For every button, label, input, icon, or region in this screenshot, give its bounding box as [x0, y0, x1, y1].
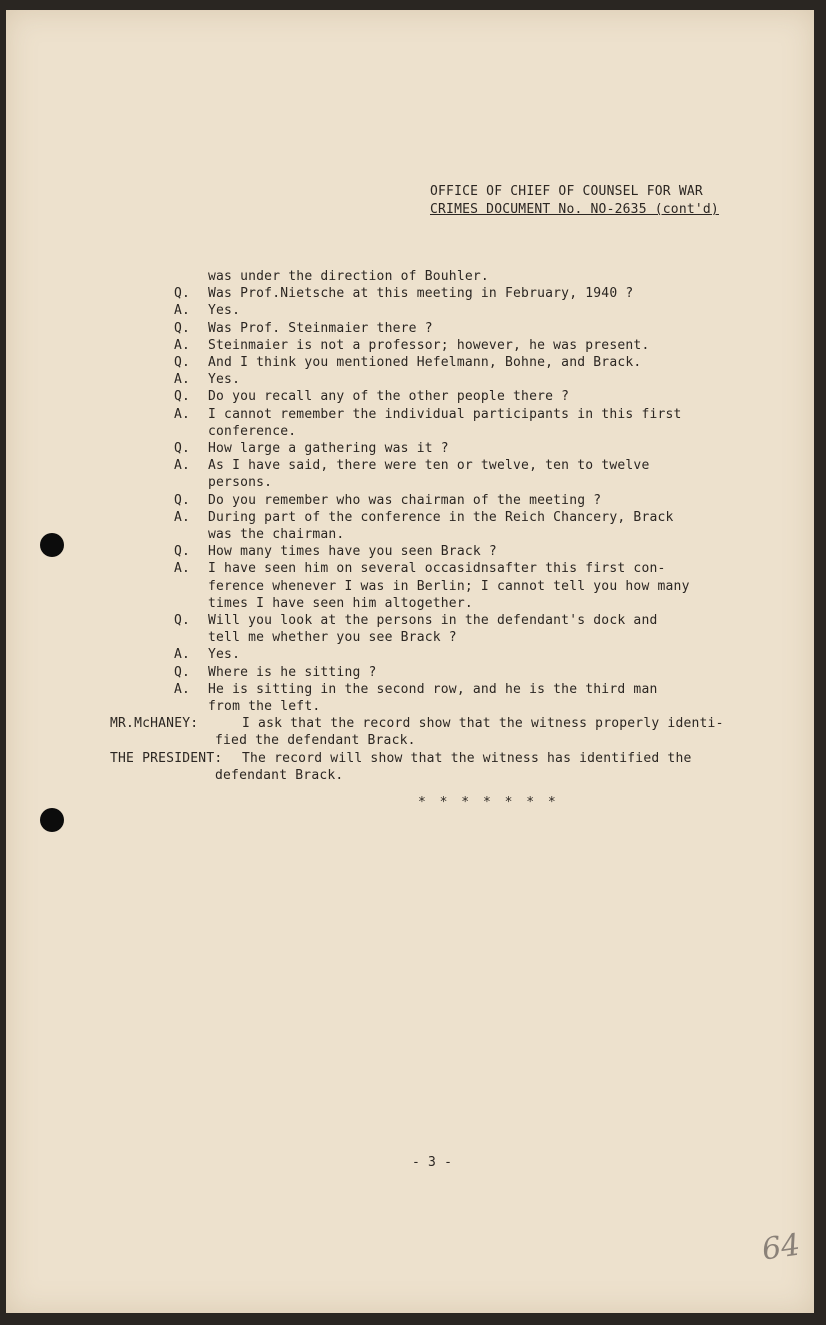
transcript-line: ference whenever I was in Berlin; I cannot tell you how many — [208, 578, 690, 594]
transcript-line: I cannot remember the individual participants in this first — [208, 406, 682, 422]
speaker-label: A. — [174, 406, 191, 422]
speaker-label: A. — [174, 681, 191, 697]
page-number: - 3 - — [412, 1155, 453, 1170]
transcript-line: As I have said, there were ten or twelve, ten to twelve — [208, 458, 650, 474]
header-document-number: CRIMES DOCUMENT No. NO-2635 (cont'd) — [430, 202, 719, 217]
transcript-line: Steinmaier is not a professor; however, he was present. — [208, 337, 650, 353]
transcript-line: Do you recall any of the other people there ? — [208, 389, 570, 405]
transcript-line: was under the direction of Bouhler. — [208, 269, 489, 284]
speaker-label: A. — [174, 303, 191, 319]
speaker-label: Q. — [174, 544, 191, 560]
transcript-line: He is sitting in the second row, and he is the third man — [208, 681, 658, 697]
speaker-label: THE PRESIDENT: — [110, 750, 223, 766]
speaker-label: Q. — [174, 320, 191, 336]
speaker-label: MR.McHANEY: — [110, 716, 199, 732]
handwritten-folio-number: 64 — [759, 1227, 803, 1268]
punch-hole — [40, 533, 64, 557]
transcript-line: Yes. — [208, 303, 241, 319]
transcript-line: Do you remember who was chairman of the meeting ? — [208, 492, 602, 508]
transcript-line: Will you look at the persons in the defendant's dock and — [208, 613, 658, 628]
transcript-line: defendant Brack. — [215, 767, 344, 783]
transcript-line: Was Prof.Nietsche at this meeting in February, 1940 ? — [208, 286, 634, 302]
transcript-line: I ask that the record show that the witness properly identi- — [242, 716, 724, 732]
speaker-label: A. — [174, 647, 191, 663]
transcript-line: tell me whether you see Brack ? — [208, 630, 457, 646]
speaker-label: A. — [174, 337, 191, 353]
transcript-line: The record will show that the witness has identified the — [242, 750, 692, 766]
transcript-line: Where is he sitting ? — [208, 664, 377, 680]
transcript-line: times I have seen him altogether. — [208, 595, 473, 611]
transcript-line: was the chairman. — [208, 527, 345, 542]
transcript-line: I have seen him on several occasidnsafter this first con- — [208, 561, 666, 577]
speaker-label: Q. — [174, 286, 191, 302]
speaker-label: Q. — [174, 613, 191, 628]
transcript-line: Was Prof. Steinmaier there ? — [208, 320, 433, 336]
transcript-line: conference. — [208, 423, 297, 439]
speaker-label: A. — [174, 561, 191, 577]
punch-hole — [40, 808, 64, 832]
speaker-label: Q. — [174, 441, 191, 456]
transcript-line: And I think you mentioned Hefelmann, Bohne, and Brack. — [208, 355, 642, 370]
speaker-label: A. — [174, 372, 191, 388]
transcript-line: Yes. — [208, 647, 241, 663]
speaker-label: Q. — [174, 389, 191, 405]
transcript-line: Yes. — [208, 372, 241, 388]
speaker-label: A. — [174, 509, 191, 525]
speaker-label: Q. — [174, 492, 191, 508]
transcript-line: During part of the conference in the Reich Chancery, Brack — [208, 509, 674, 525]
transcript-line: How large a gathering was it ? — [208, 441, 449, 456]
transcript-line: from the left. — [208, 699, 321, 714]
transcript-line: How many times have you seen Brack ? — [208, 544, 497, 560]
speaker-label: Q. — [174, 664, 191, 680]
speaker-label: Q. — [174, 355, 191, 370]
header-office-line: OFFICE OF CHIEF OF COUNSEL FOR WAR — [430, 184, 703, 199]
speaker-label: A. — [174, 458, 191, 474]
transcript-line: fied the defendant Brack. — [215, 733, 416, 749]
separator-stars: * * * * * * * — [418, 795, 559, 810]
transcript-line: persons. — [208, 475, 273, 491]
